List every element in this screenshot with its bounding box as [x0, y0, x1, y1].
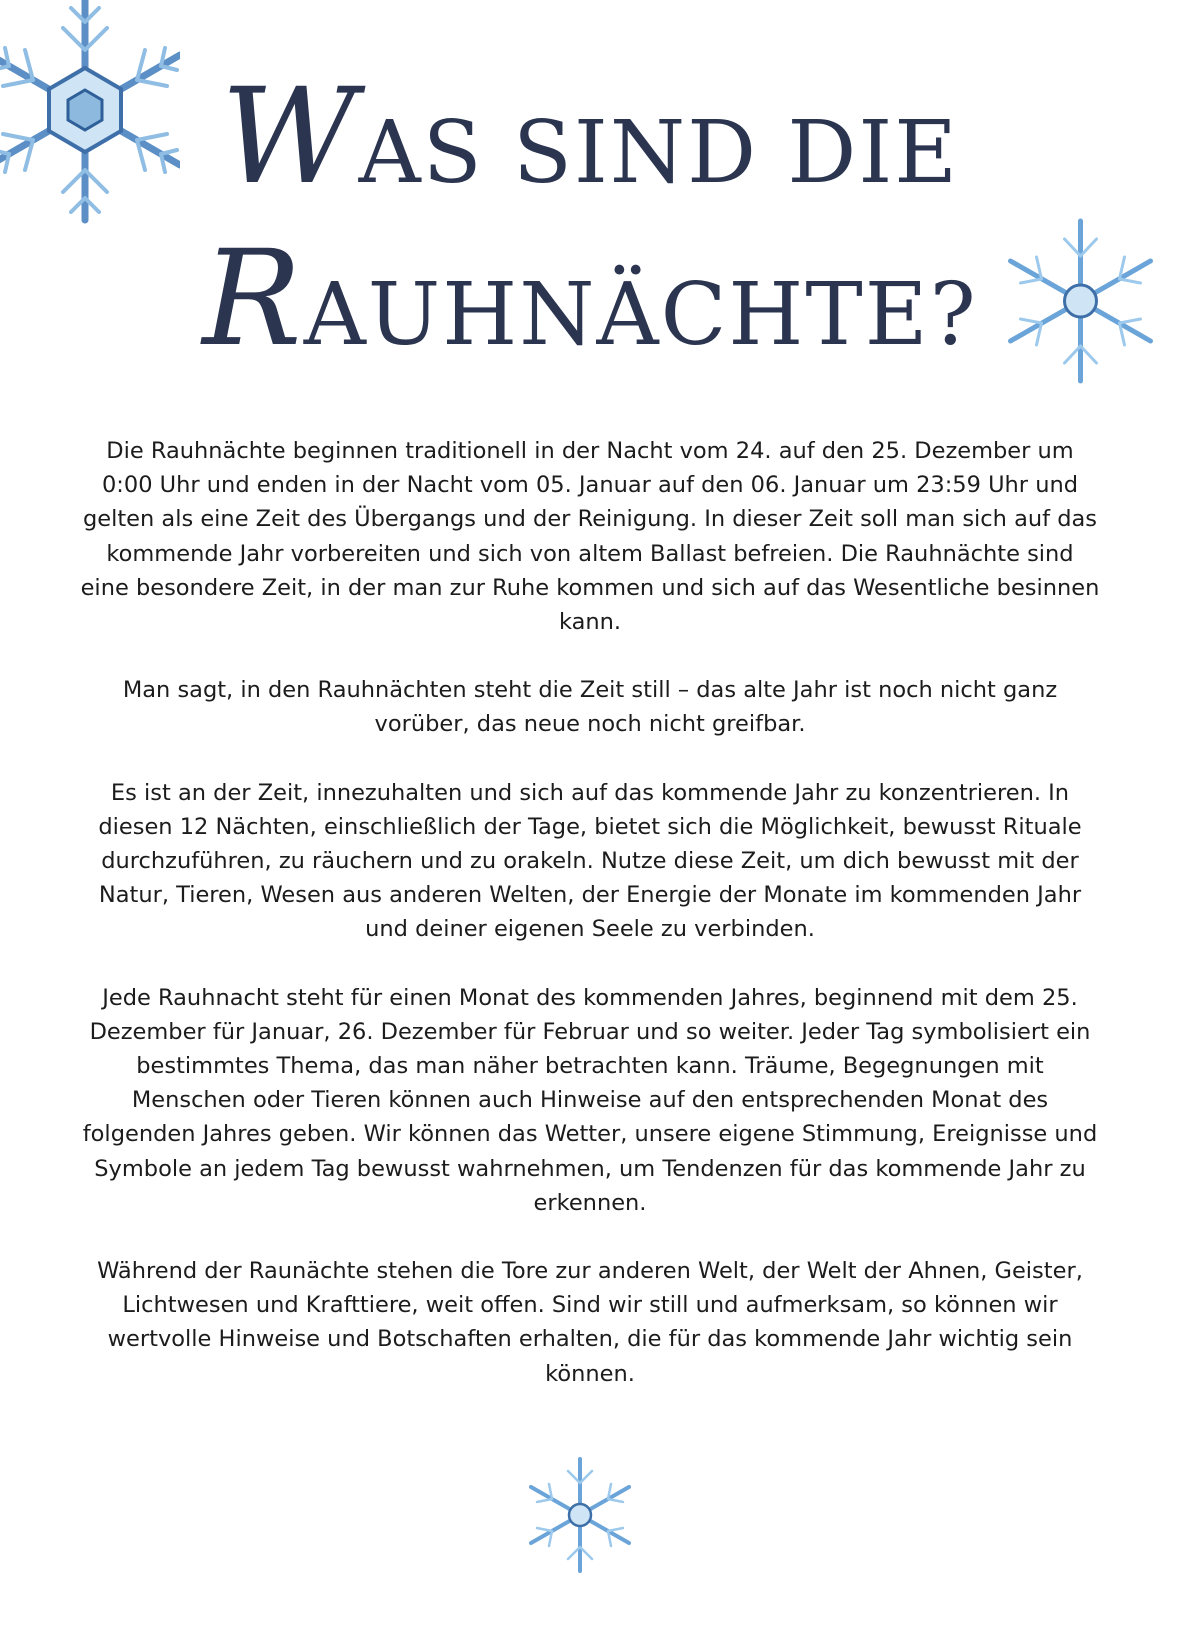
page-title-line-1: [0, 60, 1180, 214]
snowflake-icon: [520, 1455, 640, 1575]
title-initial: R: [202, 222, 304, 376]
paragraph: Die Rauhnächte beginnen traditionell in der Nacht vom 24. auf den 25. Dezember um 0:00 Uhr und enden in der Nacht vom 05. Januar auf den 06. Januar um 23:59 Uhr und gelten als eine Zeit des Übergangs und der Reinigung. In dieser Zeit soll man sich auf das kommende Jahr vorbereiten und sich von altem Ballast befreien. Die Rauhnächte sind eine besondere Zeit, in der man zur Ruhe kommen und sich auf das Wesentliche besinnen kann.: [80, 438, 1100, 636]
paragraph: Jede Rauhnacht steht für einen Monat des kommenden Jahres, beginnend mit dem 25. Dezember für Januar, 26. Dezember für Februar und so weiter. Jeder Tag symbolisiert ein bestimmtes Thema, das man näher betrachten kann. Träume, Begegnungen mit Menschen oder Tieren können auch Hinweise auf den entsprechenden Monat des folgenden Jahres geben. Wir können das Wetter, unsere eigene Stimmung, Ereignisse und Symbole an jedem Tag bewusst wahrnehmen, um Tendenzen für das kommende Jahr zu erkennen.: [82, 984, 1098, 1216]
title-rest: AS SIND DIE: [358, 103, 960, 203]
body-text: [80, 434, 1100, 1425]
paragraph: Während der Raunächte stehen die Tore zur anderen Welt, der Welt der Ahnen, Geister, Lichtwesen und Krafttiere, weit offen. Sind wir still und aufmerksam, so können wir wertvolle Hinweise und Botschaften erhalten, die für das kommende Jahr wichtig sein können.: [97, 1258, 1083, 1387]
snowflake-icon: [998, 216, 1163, 386]
title-rest: AUHNÄCHTE?: [303, 265, 978, 365]
paragraph: Es ist an der Zeit, innezuhalten und sich auf das kommende Jahr zu konzentrieren. In diesen 12 Nächten, einschließlich der Tage, bietet sich die Möglichkeit, bewusst Rituale durchzuführen, zu räuchern und zu orakeln. Nutze diese Zeit, um dich bewusst mit der Natur, Tieren, Wesen aus anderen Welten, der Energie der Monate im kommenden Jahr und deiner eigenen Seele zu verbinden.: [98, 779, 1082, 943]
title-initial: W: [220, 60, 359, 214]
paragraph: Man sagt, in den Rauhnächten steht die Zeit still – das alte Jahr ist noch nicht ganz vorüber, das neue noch nicht greifbar.: [122, 677, 1058, 738]
